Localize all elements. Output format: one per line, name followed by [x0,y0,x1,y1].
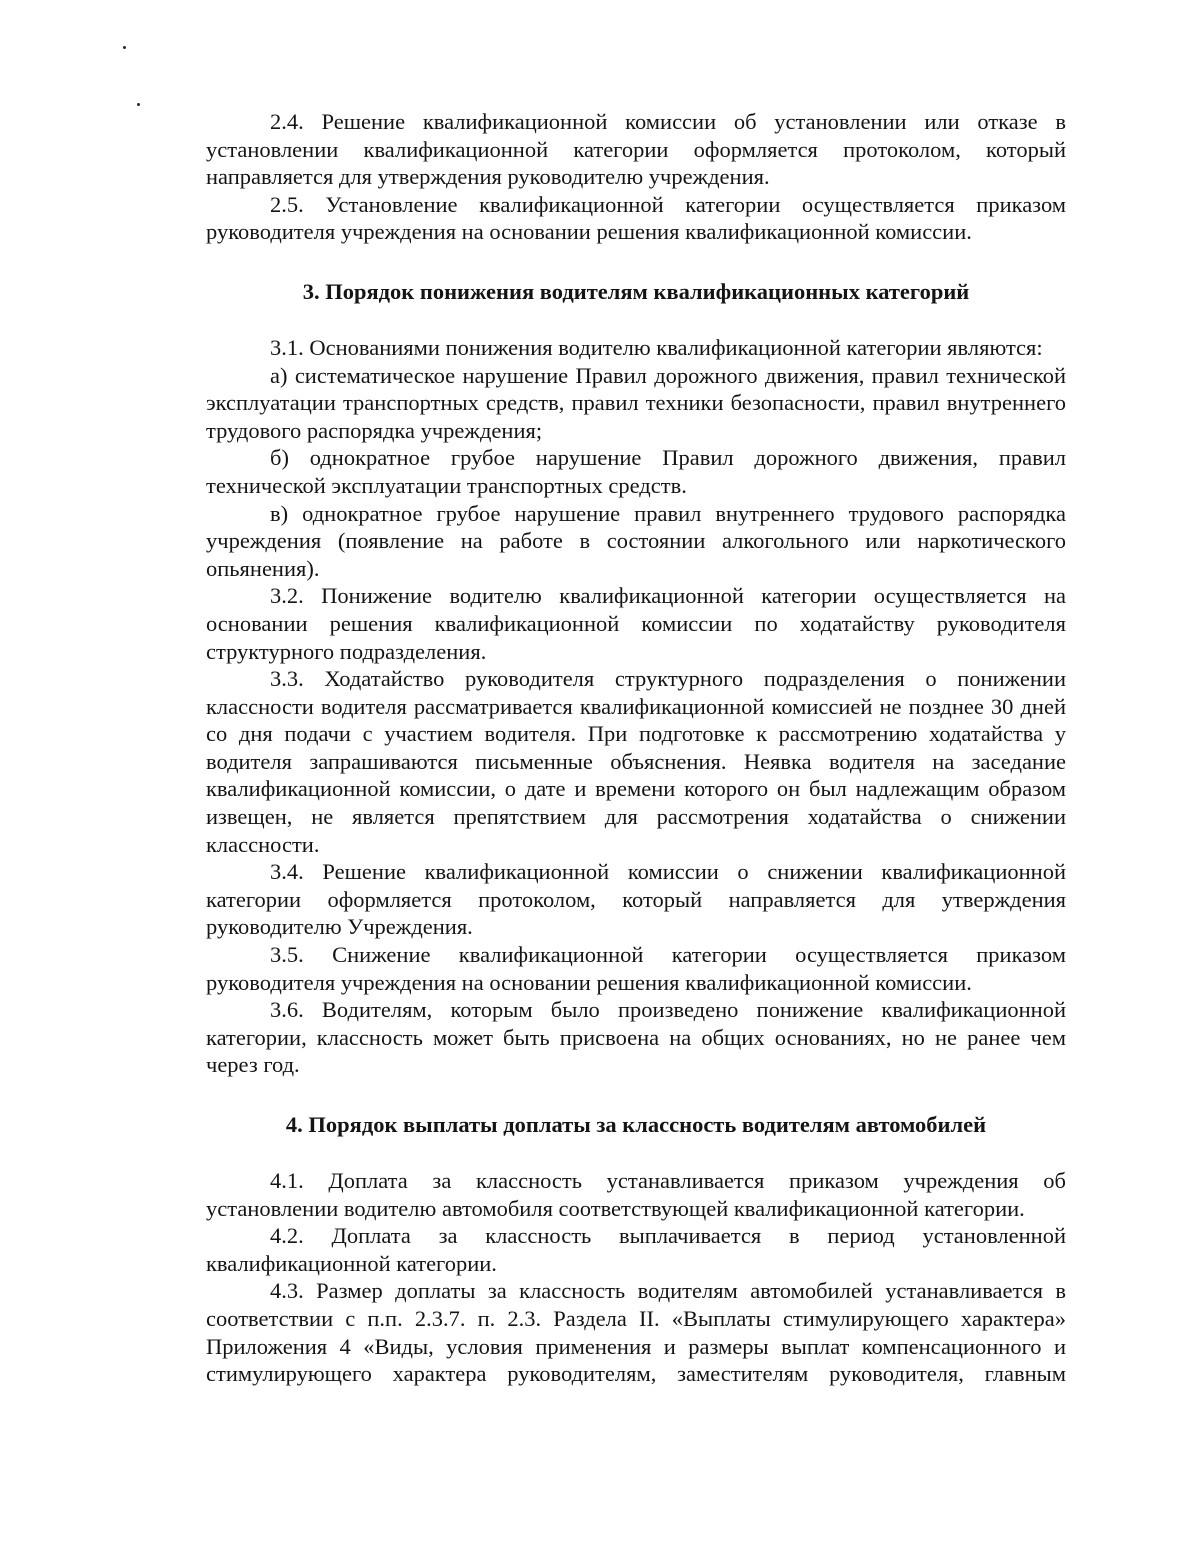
scan-speck [123,46,126,49]
paragraph-4-1: 4.1. Доплата за классность устанавливается приказом учреждения об установлении водителю автомобиля соответствующей квалификационной категории. [206,1168,1066,1221]
paragraph-3-3: 3.3. Ходатайство руководителя структурного подразделения о понижении классности водителя рассматривается квалификационной комиссией не позднее 30 дней со дня подачи с участием водителя. При подготовке к рассмотрению ходатайства у водителя запрашиваются письменные объяснения. Неявка водителя на заседание квалификационной комиссии, о дате и времени которого он был надлежащим образом извещен, не является препятствием для рассмотрения ходатайства о снижении классности. [206,666,1066,857]
paragraph-3-1-a: а) систематическое нарушение Правил дорожного движения, правил технической эксплуатации транспортных средств, правил техники безопасности, правил внутреннего трудового распорядка учреждения; [206,362,1066,443]
paragraph-4-2: 4.2. Доплата за классность выплачивается в период установленной квалификационной категории. [206,1223,1066,1276]
paragraph-4-3: 4.3. Размер доплаты за классность водителям автомобилей устанавливается в соответствии с п.п. 2.3.7. п. 2.3. Раздела II. «Выплаты стимулирующего характера» Приложения 4 «Виды, условия применения и размеры выплат компенсационного и стимулирующего характера руководителям, заместителям руководителя, главным [206,1278,1066,1387]
paragraph-3-1: 3.1. Основаниями понижения водителю квалификационной категории являются: [270,334,1043,360]
scan-speck [137,103,140,106]
paragraph-3-1-c: в) однократное грубое нарушение правил внутреннего трудового распорядка учреждения (появление на работе в состоянии алкогольного или наркотического опьянения). [206,500,1066,581]
paragraph-3-1-b: б) однократное грубое нарушение Правил дорожного движения, правил технической эксплуатации транспортных средств. [206,445,1066,498]
paragraph-2-4: 2.4. Решение квалификационной комиссии об установлении или отказе в установлении квалификационной категории оформляется протоколом, который направляется для утверждения руководителю учреждения. [206,109,1066,190]
section-3-heading: 3. Порядок понижения водителям квалификационных категорий [302,278,970,304]
paragraph-3-5: 3.5. Снижение квалификационной категории осуществляется приказом руководителя учреждения на основании решения квалификационной комиссии. [206,942,1066,995]
paragraph-2-5: 2.5. Установление квалификационной категории осуществляется приказом руководителя учреждения на основании решения квалификационной комиссии. [206,191,1066,245]
paragraph-3-6: 3.6. Водителям, которым было произведено понижение квалификационной категории, классность может быть присвоена на общих основаниях, но не ранее чем через год. [206,997,1066,1078]
paragraph-3-2: 3.2. Понижение водителю квалификационной категории осуществляется на основании решения квалификационной комиссии по ходатайству руководителя структурного подразделения. [206,583,1066,664]
paragraph-3-4: 3.4. Решение квалификационной комиссии о снижении квалификационной категории оформляется протоколом, который направляется для утверждения руководителю Учреждения. [206,859,1066,940]
section-4-heading: 4. Порядок выплаты доплаты за классность водителям автомобилей [285,1112,987,1137]
document-body [206,108,1066,1388]
